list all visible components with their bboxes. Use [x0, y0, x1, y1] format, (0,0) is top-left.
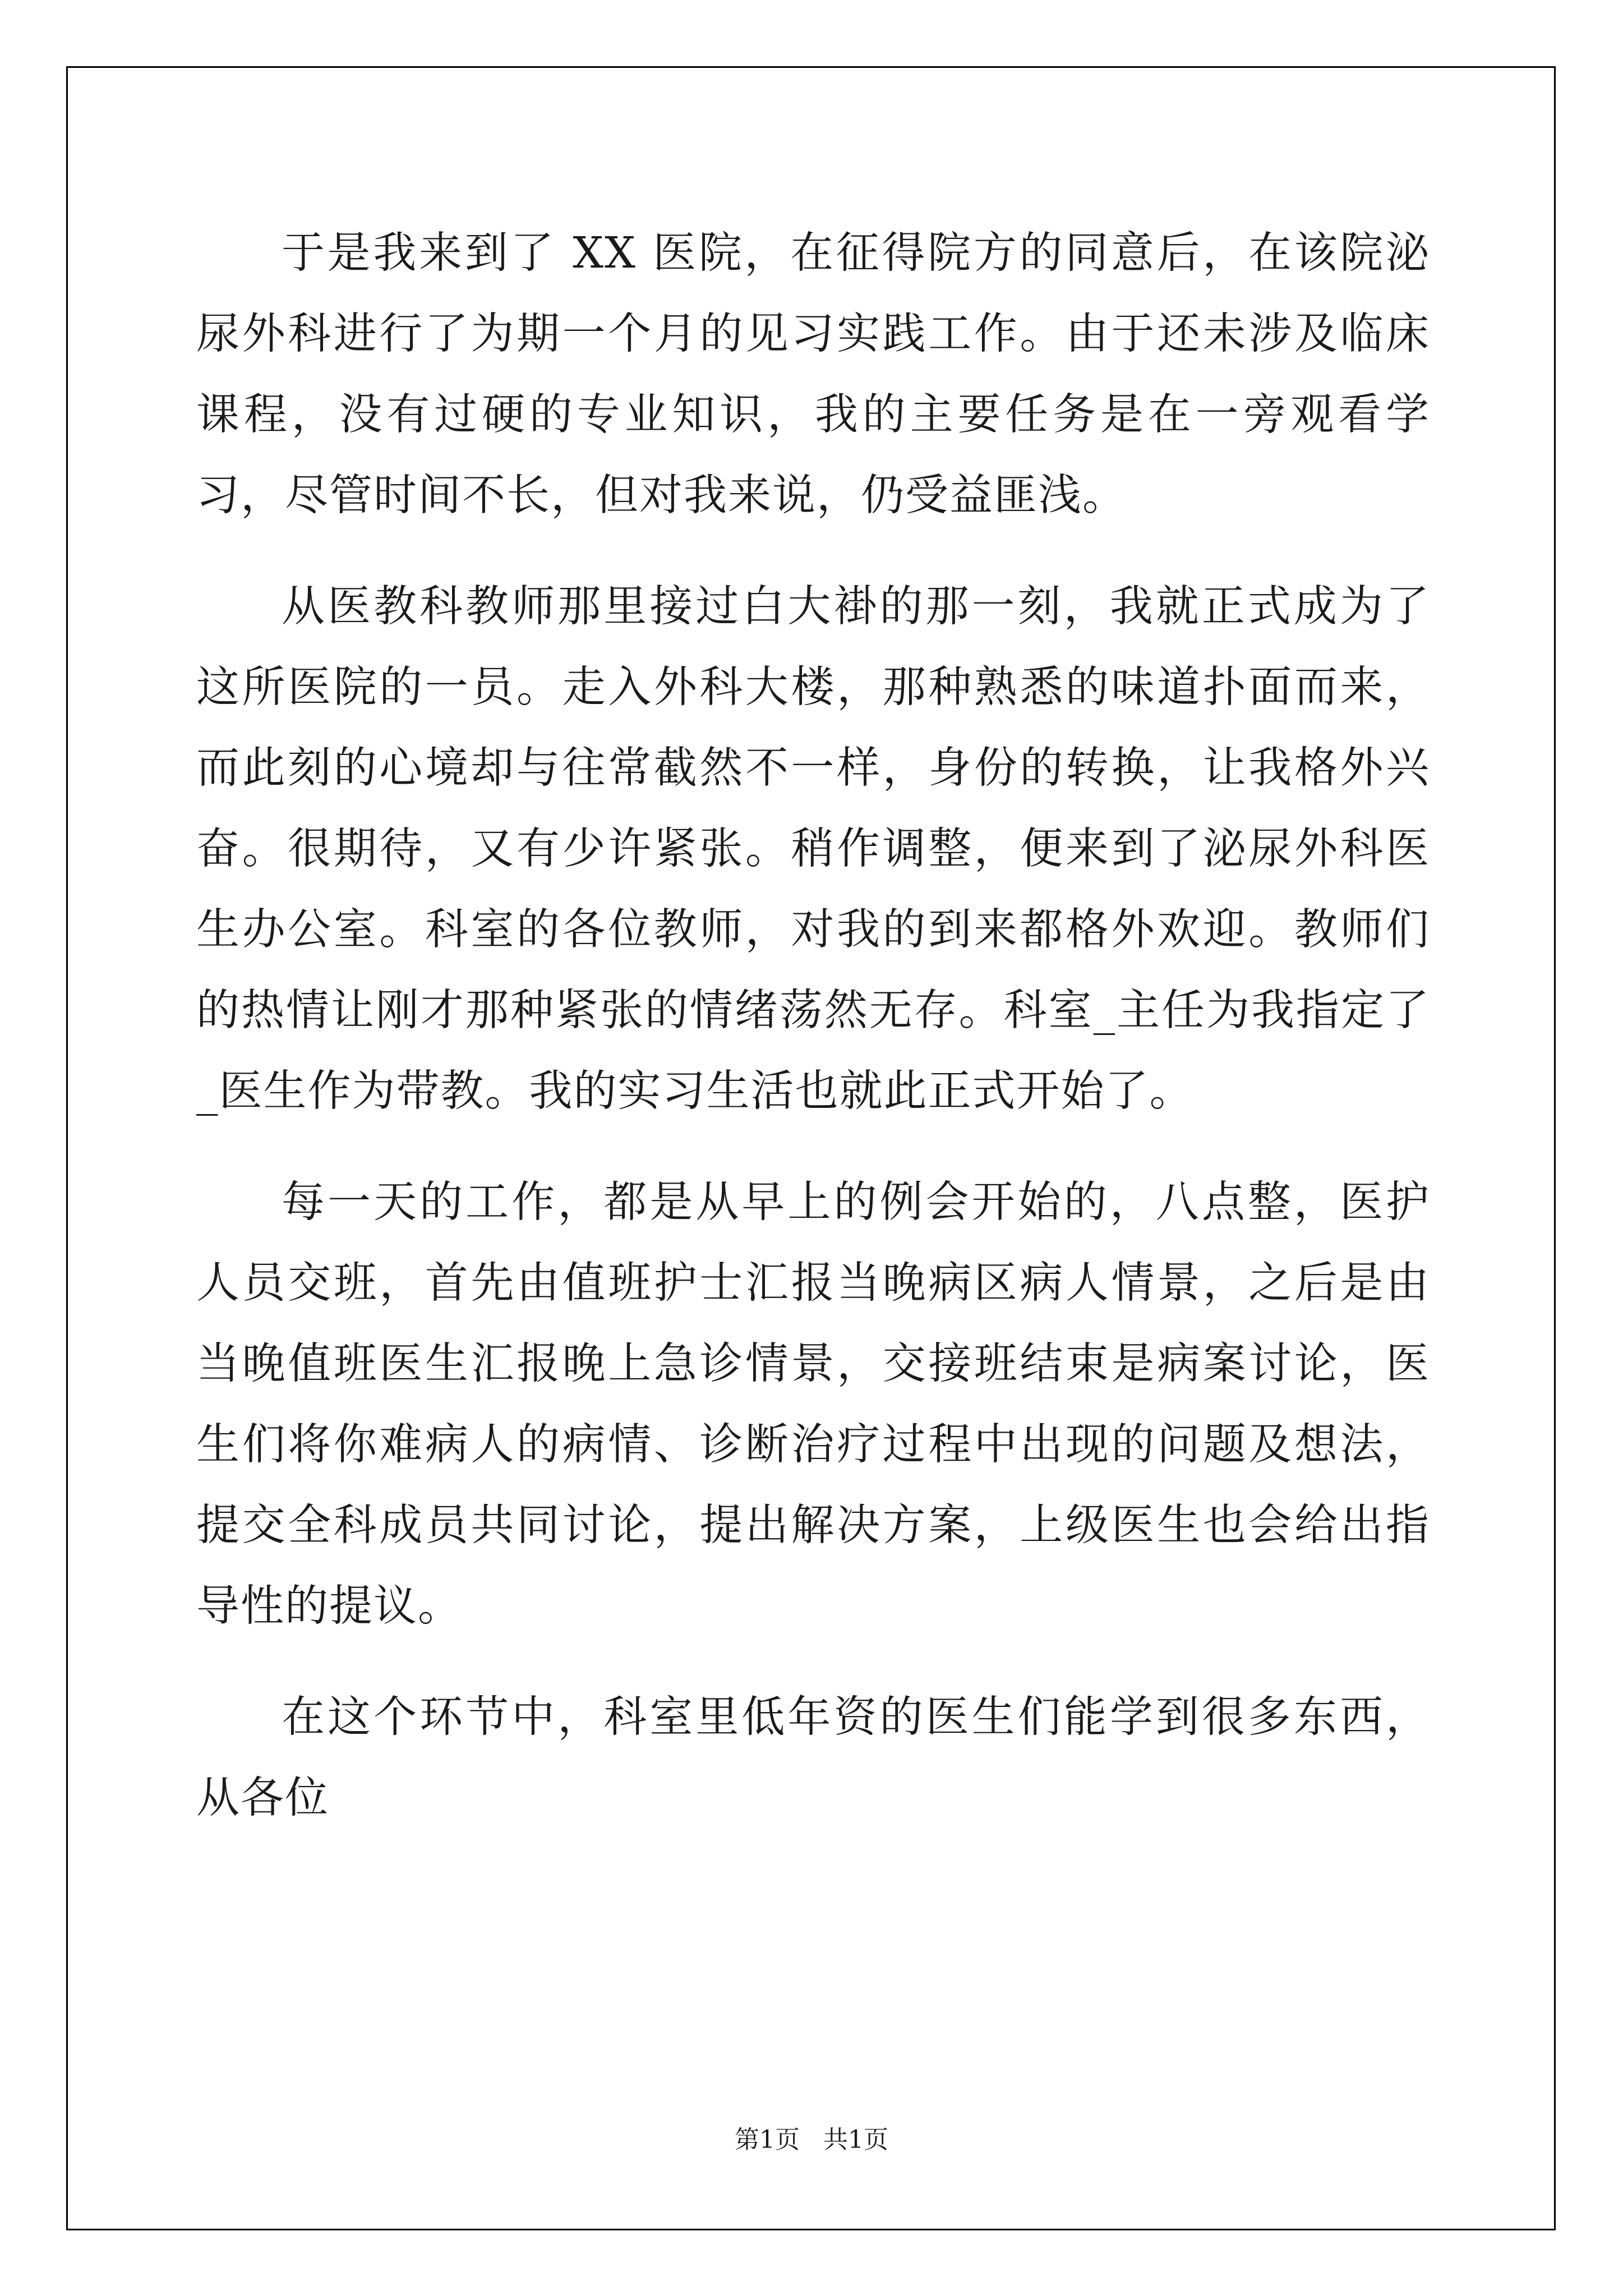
paragraph: 每一天的工作，都是从早上的例会开始的，八点整，医护人员交班，首先由值班护士汇报当晚病区病人情景，之后是由当晚值班医生汇报晚上急诊情景，交接班结束是病案讨论，医生们将你难病人的病情、诊断治疗过程中出现的问题及想法，提交全科成员共同讨论，提出解决方案，上级医生也会给出指导性的提议。 — [196, 1177, 1430, 1631]
page-footer: 第1页 共1页 — [735, 2125, 888, 2154]
paragraph: 从医教科教师那里接过白大褂的那一刻，我就正式成为了这所医院的一员。走入外科大楼，那种熟悉的味道扑面而来，而此刻的心境却与往常截然不一样，身份的转换，让我格外兴奋。很期待，又有少许紧张。稍作调整，便来到了泌尿外科医生办公室。科室的各位教师，对我的到来都格外欢迎。教师们的热情让刚才那种紧张的情绪荡然无存。科室_主任为我指定了_医生作为带教。我的实习生活也就此正式开始了。 — [196, 582, 1430, 1116]
document-body — [196, 213, 1430, 1869]
paragraph: 在这个环节中，科室里低年资的医生们能学到很多东西，从各位 — [196, 1692, 1430, 1823]
paragraph: 于是我来到了 XX 医院，在征得院方的同意后，在该院泌尿外科进行了为期一个月的见习实践工作。由于还未涉及临床课程，没有过硬的专业知识，我的主要任务是在一旁观看学习，尽管时间不长，但对我来说，仍受益匪浅。 — [196, 228, 1430, 521]
